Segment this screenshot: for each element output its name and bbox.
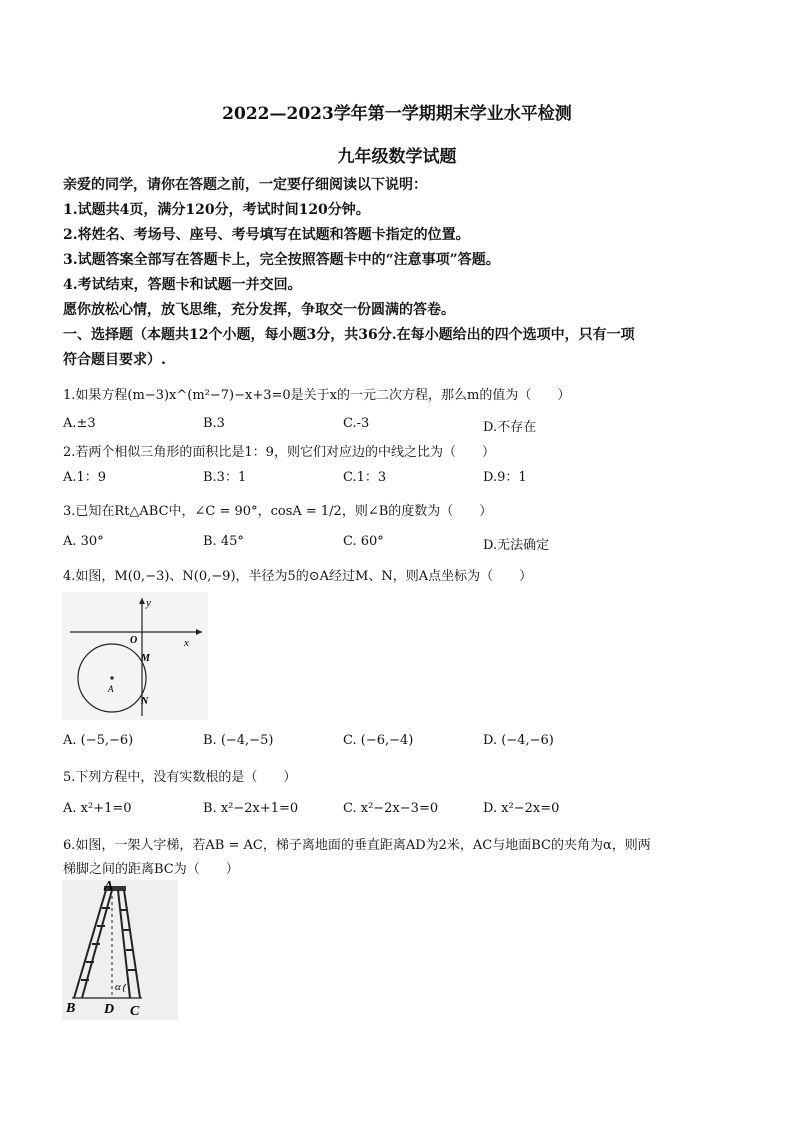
q3-option-b: B. 45° bbox=[203, 534, 244, 549]
q1-option-b: B.3 bbox=[203, 416, 225, 431]
q4-option-c: C. (−6,−4) bbox=[343, 733, 414, 748]
question-4-stem: 4.如图，M(0,−3)、N(0,−9)，半径为5的⊙A经过M、N，则A点坐标为（ ） bbox=[63, 569, 533, 584]
q3-option-d: D.无法确定 bbox=[483, 538, 550, 553]
q3-option-c: C. 60° bbox=[343, 534, 384, 549]
q2-option-c: C.1：3 bbox=[343, 470, 387, 485]
q3-option-a: A. 30° bbox=[63, 534, 104, 549]
q5-option-a: A. x²+1=0 bbox=[63, 801, 132, 816]
exam-title: 2022—2023学年第一学期期末学业水平检测 bbox=[222, 104, 572, 124]
q6-ladder-figure bbox=[62, 880, 178, 1020]
question-2-stem: 2.若两个相似三角形的面积比是1：9，则它们对应边的中线之比为（ ） bbox=[63, 445, 495, 460]
fig4-label-o: O bbox=[130, 635, 138, 646]
instruction-item: 3.试题答案全部写在答题卡上，完全按照答题卡中的“注意事项”答题。 bbox=[63, 252, 500, 268]
exam-subtitle: 九年级数学试题 bbox=[337, 147, 457, 167]
q2-option-d: D.9：1 bbox=[483, 470, 527, 485]
fig6-label-b: B bbox=[66, 1001, 76, 1016]
q4-option-a: A. (−5,−6) bbox=[63, 733, 134, 748]
fig6-label-c: C bbox=[130, 1004, 140, 1019]
instructions-intro: 亲爱的同学，请你在答题之前，一定要仔细阅读以下说明： bbox=[63, 177, 427, 193]
fig4-label-n: N bbox=[141, 696, 149, 707]
q5-option-d: D. x²−2x=0 bbox=[483, 801, 560, 816]
q1-option-a: A.±3 bbox=[63, 416, 96, 431]
section-header: 一、选择题（本题共12个小题，每小题3分，共36分.在每小题给出的四个选项中，只有一项 bbox=[63, 327, 635, 343]
section-header-cont: 符合题目要求）. bbox=[63, 352, 166, 368]
fig6-label-d: D bbox=[104, 1002, 115, 1017]
fig6-label-alpha: α bbox=[115, 981, 121, 993]
question-5-stem: 5.下列方程中，没有实数根的是（ ） bbox=[63, 770, 297, 785]
fig6-label-a: A bbox=[104, 880, 114, 894]
q5-option-c: C. x²−2x−3=0 bbox=[343, 801, 439, 816]
instructions-wish: 愿你放松心情，放飞思维，充分发挥，争取交一份圆满的答卷。 bbox=[63, 302, 455, 318]
q2-option-b: B.3：1 bbox=[203, 470, 247, 485]
q1-option-c: C.-3 bbox=[343, 416, 370, 431]
instruction-item: 2.将姓名、考场号、座号、考号填写在试题和答题卡指定的位置。 bbox=[63, 227, 470, 243]
fig4-label-m: M bbox=[141, 653, 150, 664]
question-1-stem: 1.如果方程(m−3)x^(m²−7)−x+3=0是关于x的一元二次方程，那么m的值为（ ） bbox=[63, 388, 571, 403]
q1-option-d: D.不存在 bbox=[483, 420, 537, 435]
q4-coordinate-figure bbox=[62, 592, 208, 720]
q2-option-a: A.1：9 bbox=[63, 470, 107, 485]
fig4-label-a: A bbox=[108, 684, 114, 694]
instruction-item: 4.考试结束，答题卡和试题一并交回。 bbox=[63, 277, 302, 293]
fig4-label-y: y bbox=[146, 597, 151, 609]
q5-option-b: B. x²−2x+1=0 bbox=[203, 801, 299, 816]
q4-option-b: B. (−4,−5) bbox=[203, 733, 274, 748]
question-6-stem-cont: 梯脚之间的距离BC为（ ） bbox=[63, 862, 239, 877]
q4-option-d: D. (−4,−6) bbox=[483, 733, 554, 748]
instruction-item: 1.试题共4页，满分120分，考试时间120分钟。 bbox=[63, 202, 370, 218]
fig4-label-x: x bbox=[184, 637, 189, 649]
question-6-stem: 6.如图，一架人字梯，若AB = AC，梯子离地面的垂直距离AD为2米，AC与地面BC的夹角为α，则两 bbox=[63, 838, 651, 853]
question-3-stem: 3.已知在Rt△ABC中，∠C = 90°，cosA = 1/2，则∠B的度数为（ ） bbox=[63, 504, 493, 519]
